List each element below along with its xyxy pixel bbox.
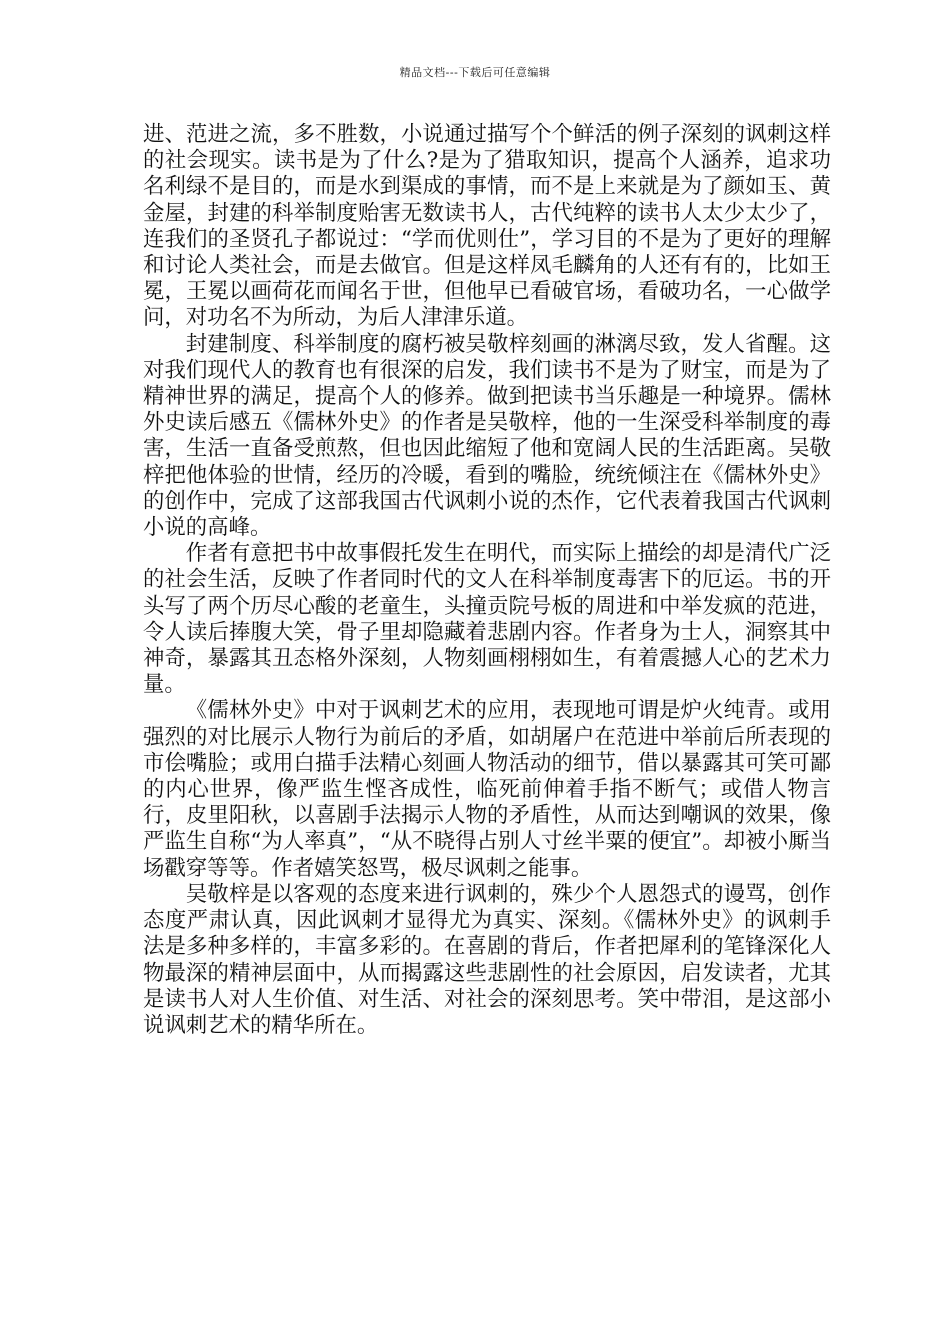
paragraph: 进、范进之流，多不胜数，小说通过描写个个鲜活的例子深刻的讽刺这样的社会现实。读书是为了什么?是为了猎取知识，提高个人涵养，追求功名利绿不是目的，而是水到渠成的事情，而不是上来就是为了颜如玉、黄金屋，封建的科举制度贻害无数读书人，古代纯粹的读书人太少太少了，连我们的圣贤孔子都说过：“学而优则仕”，学习目的不是为了更好的理解和讨论人类社会，而是去做官。但是这样凤毛麟角的人还有有的，比如王冕，王冕以画荷花而闻名于世，但他早已看破官场，看破功名，一心做学问，对功名不为所动，为后人津津乐道。 <box>143 122 831 331</box>
paragraph: 《儒林外史》中对于讽刺艺术的应用，表现地可谓是炉火纯青。或用强烈的对比展示人物行为前后的矛盾，如胡屠户在范进中举前后所表现的市侩嘴脸；或用白描手法精心刻画人物活动的细节，借以暴露其可笑可鄙的内心世界，像严监生悭吝成性，临死前伸着手指不断气；或借人物言行，皮里阳秋，以喜剧手法揭示人物的矛盾性，从而达到嘲讽的效果，像严监生自称“为人率真”，“从不晓得占别人寸丝半粟的便宜”。却被小厮当场戳穿等等。作者嬉笑怒骂，极尽讽刺之能事。 <box>143 698 831 881</box>
paragraph: 封建制度、科举制度的腐朽被吴敬梓刻画的淋漓尽致，发人省醒。这对我们现代人的教育也有很深的启发，我们读书不是为了财宝，而是为了精神世界的满足，提高个人的修养。做到把读书当乐趣是一种境界。儒林外史读后感五《儒林外史》的作者是吴敬梓，他的一生深受科举制度的毒害，生活一直备受煎熬，但也因此缩短了他和宽阔人民的生活距离。吴敬梓把他体验的世情，经历的冷暖，看到的嘴脸，统统倾注在《儒林外史》的创作中，完成了这部我国古代讽刺小说的杰作，它代表着我国古代讽刺小说的高峰。 <box>143 331 831 541</box>
paragraph: 作者有意把书中故事假托发生在明代，而实际上描绘的却是清代广泛的社会生活，反映了作者同时代的文人在科举制度毒害下的厄运。书的开头写了两个历尽心酸的老童生，头撞贡院号板的周进和中举发疯的范进，令人读后捧腹大笑，骨子里却隐藏着悲剧内容。作者身为士人，洞察其中神奇，暴露其丑态格外深刻，人物刻画栩栩如生，有着震撼人心的艺术力量。 <box>143 541 831 698</box>
document-body <box>143 122 831 1039</box>
page-header: 精品文档---下载后可任意编辑 <box>399 66 551 79</box>
paragraph: 吴敬梓是以客观的态度来进行讽刺的，殊少个人恩怨式的谩骂，创作态度严肃认真，因此讽刺才显得尤为真实、深刻。《儒林外史》的讽刺手法是多种多样的，丰富多彩的。在喜剧的背后，作者把犀利的笔锋深化人物最深的精神层面中，从而揭露这些悲剧性的社会原因，启发读者，尤其是读书人对人生价值、对生活、对社会的深刻思考。笑中带泪，是这部小说讽刺艺术的精华所在。 <box>143 881 831 1038</box>
